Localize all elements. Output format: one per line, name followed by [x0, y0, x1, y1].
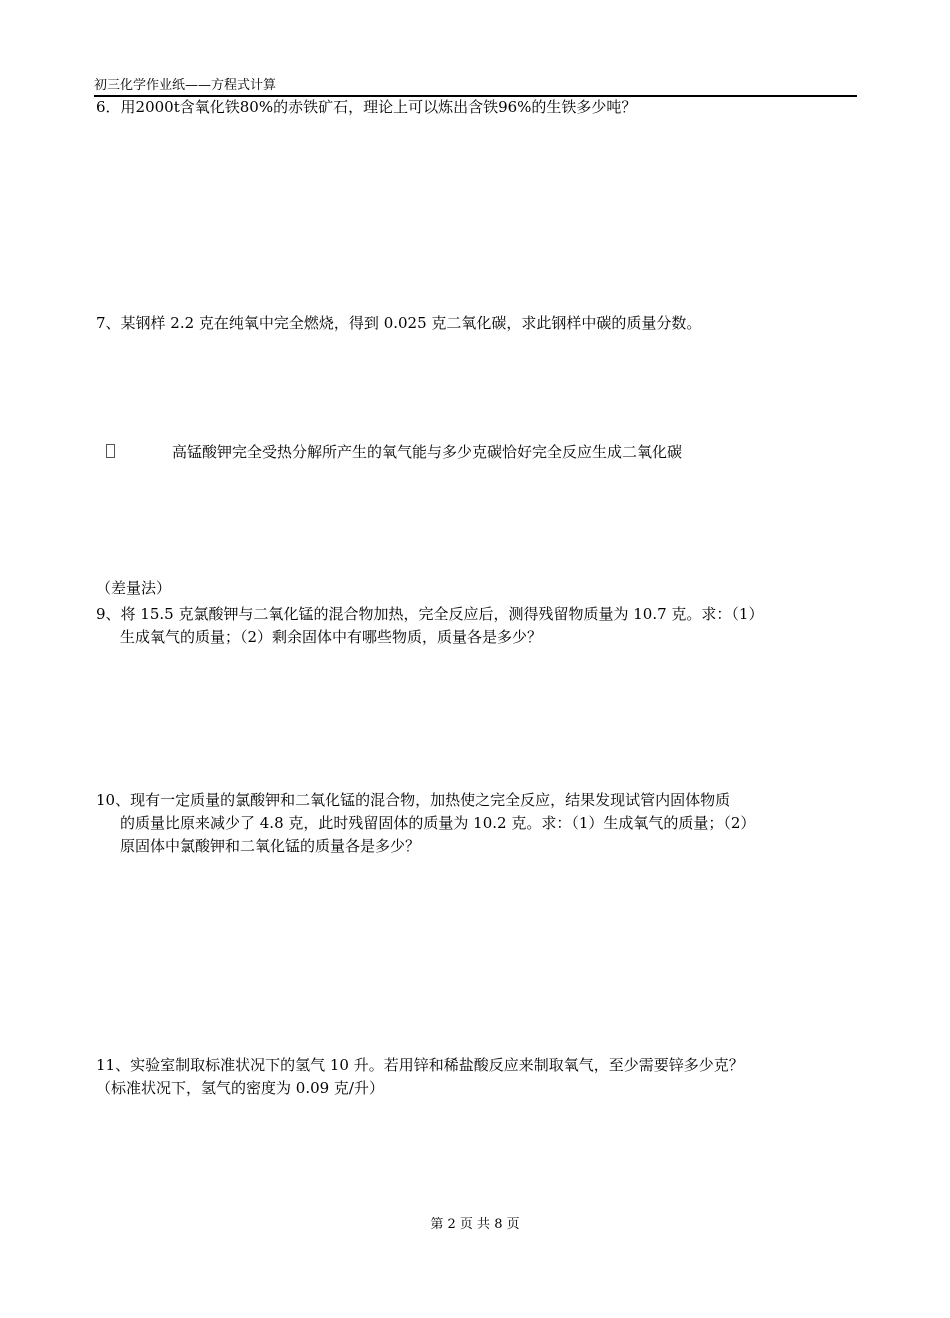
question-11-line-1: 11、实验室制取标准状况下的氢气 10 升。若用锌和稀盐酸反应来制取氧气，至少需要锌多少克？ — [96, 1056, 744, 1074]
page-footer: 第 2 页 共 8 页 — [430, 1217, 520, 1232]
page-header — [94, 79, 857, 97]
question-9 — [96, 603, 763, 649]
question-9-line-2: 生成氧气的质量；（2）剩余固体中有哪些物质，质量各是多少？ — [120, 628, 543, 646]
section-note: （差量法） — [96, 579, 172, 597]
question-11-line-2: （标准状况下，氢气的密度为 0.09 克/升） — [96, 1079, 384, 1097]
question-11 — [96, 1054, 744, 1100]
question-10 — [96, 789, 755, 858]
question-10-line-1: 10、现有一定质量的氯酸钾和二氧化锰的混合物，加热使之完全反应，结果发现试管内固体物质 — [96, 791, 731, 809]
question-8: 高锰酸钾完全受热分解所产生的氧气能与多少克碳恰好完全反应生成二氧化碳 — [172, 443, 683, 461]
bullet-placeholder-icon — [106, 444, 115, 458]
question-10-line-2: 的质量比原来减少了 4.8 克，此时残留固体的质量为 10.2 克。求：（1）生成氧气的质量；（2） — [120, 814, 756, 832]
question-10-line-3: 原固体中氯酸钾和二氧化锰的质量各是多少？ — [120, 837, 421, 855]
question-7: 7、某钢样 2.2 克在纯氧中完全燃烧，得到 0.025 克二氧化碳，求此钢样中碳的质量分数。 — [96, 314, 702, 332]
question-6: 6．用2000t含氧化铁80%的赤铁矿石，理论上可以炼出含铁96%的生铁多少吨？ — [96, 98, 637, 116]
header-title: 初三化学作业纸——方程式计算 — [94, 78, 277, 93]
question-9-line-1: 9、将 15.5 克氯酸钾与二氧化锰的混合物加热，完全反应后，测得残留物质量为 10.7 克。求：（1） — [96, 605, 764, 623]
